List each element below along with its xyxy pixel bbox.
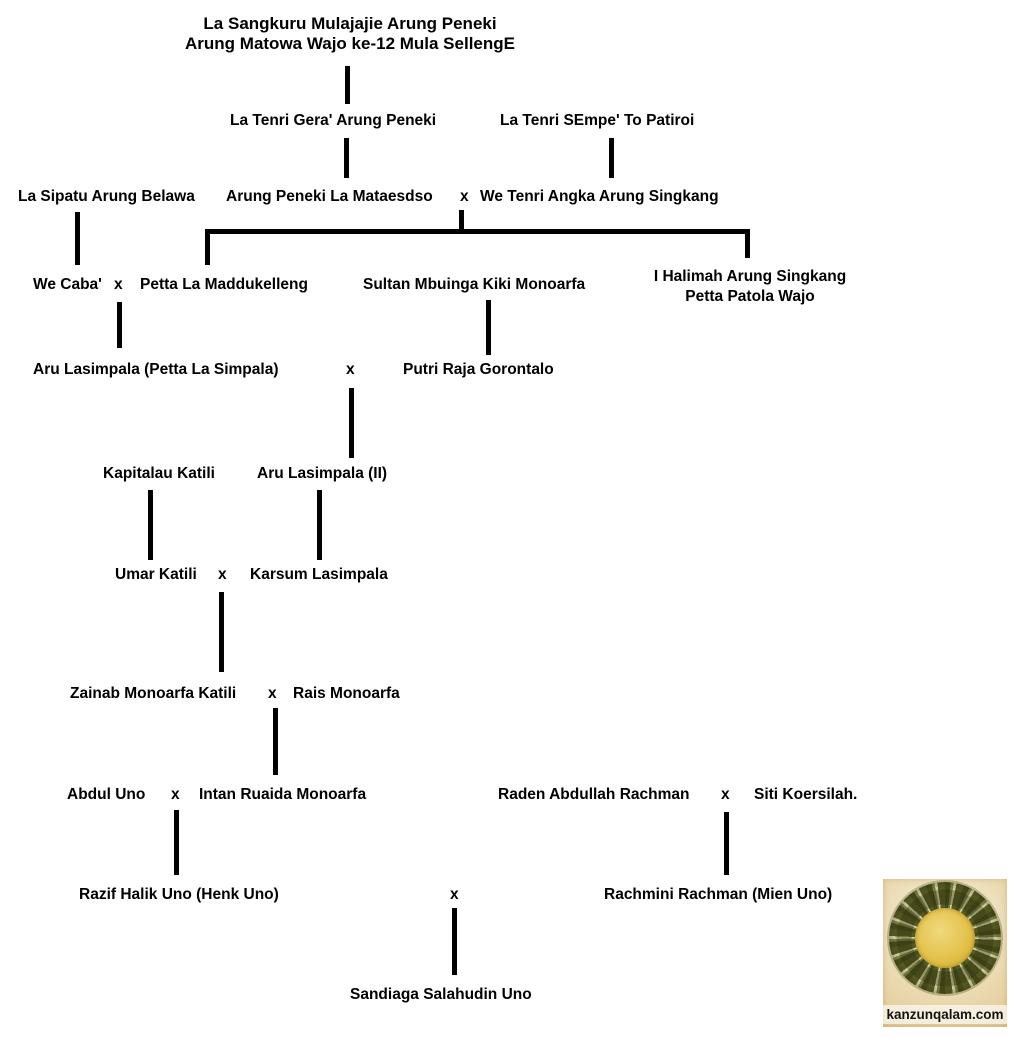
mandala-ornament-icon (889, 882, 1001, 994)
line-gen1-to-gen2 (345, 66, 350, 104)
marriage-x-wecaba-maddukelleng: x (114, 276, 123, 293)
node-petta-la-maddukelleng: Petta La Maddukelleng (140, 276, 308, 293)
marriage-x-peneki-wetenri: x (460, 188, 469, 205)
sibling-bracket-bar (205, 229, 750, 234)
node-raden-abdullah: Raden Abdullah Rachman (498, 786, 690, 803)
node-aru-lasimpala-1: Aru Lasimpala (Petta La Simpala) (33, 361, 279, 378)
node-putri-raja-gorontalo: Putri Raja Gorontalo (403, 361, 554, 378)
line-wecaba-to-aru (117, 302, 122, 348)
node-aru-lasimpala-2: Aru Lasimpala (II) (257, 465, 388, 482)
node-razif-halik-uno: Razif Halik Uno (Henk Uno) (79, 886, 279, 903)
logo-site-text: kanzunqalam.com (883, 1005, 1007, 1024)
node-zainab-monoarfa: Zainab Monoarfa Katili (70, 685, 237, 702)
line-sultan-to-putri (486, 300, 491, 355)
node-we-tenri-angka: We Tenri Angka Arung Singkang (480, 188, 719, 205)
line-sempe-to-wetenri (609, 138, 614, 178)
marriage-x-zainab-rais: x (268, 685, 277, 702)
node-rais-monoarfa: Rais Monoarfa (293, 685, 400, 702)
node-i-halimah (654, 267, 846, 307)
marriage-x-umar-karsum: x (218, 566, 227, 583)
marriage-x-aru-putri: x (346, 361, 355, 378)
line-zainab-rais-to-intan (273, 708, 278, 775)
node-la-sipatu: La Sipatu Arung Belawa (18, 188, 195, 205)
node-siti-koersilah: Siti Koersilah. (754, 786, 858, 803)
node-we-caba: We Caba' (33, 276, 102, 293)
node-rachmini-rachman: Rachmini Rachman (Mien Uno) (604, 886, 833, 903)
bracket-drop-right (745, 229, 750, 258)
line-aru2-to-karsum (317, 490, 322, 560)
line-kapitalau-to-umar (148, 490, 153, 560)
node-abdul-uno: Abdul Uno (67, 786, 146, 803)
node-la-sangkuru (185, 14, 515, 54)
node-la-tenri-gera: La Tenri Gera' Arung Peneki (230, 112, 437, 129)
node-sandiaga-uno: Sandiaga Salahudin Uno (350, 986, 532, 1003)
node-i-halimah-line1: I Halimah Arung Singkang (653, 268, 847, 285)
node-i-halimah-line2: Petta Patola Wajo (685, 288, 815, 305)
line-raden-to-rachmini (724, 812, 729, 875)
line-abdul-to-razif (174, 810, 179, 875)
marriage-x-abdul-intan: x (171, 786, 180, 803)
node-la-sangkuru-line2: Arung Matowa Wajo ke-12 Mula SellengE (185, 34, 515, 53)
line-sipatu-to-wecaba (75, 212, 80, 265)
line-aru-putri-to-children (349, 388, 354, 458)
line-gera-to-peneki (344, 138, 349, 178)
line-razif-rachmini-to-sandiaga (452, 908, 457, 975)
kanzunqalam-logo (883, 879, 1007, 1027)
node-umar-katili: Umar Katili (115, 566, 197, 583)
node-karsum-lasimpala: Karsum Lasimpala (250, 566, 388, 583)
line-umar-karsum-to-zainab (219, 592, 224, 672)
marriage-x-raden-siti: x (721, 786, 730, 803)
node-intan-ruaida: Intan Ruaida Monoarfa (199, 786, 367, 803)
node-la-sangkuru-line1: La Sangkuru Mulajajie Arung Peneki (203, 14, 497, 33)
mandala-center-icon (915, 908, 975, 968)
node-arung-peneki-mataesdso: Arung Peneki La Mataesdso (226, 188, 433, 205)
node-la-tenri-sempe: La Tenri SEmpe' To Patiroi (500, 112, 695, 129)
node-sultan-mbuinga: Sultan Mbuinga Kiki Monoarfa (363, 276, 586, 293)
bracket-drop-left (205, 229, 210, 265)
marriage-x-razif-rachmini: x (450, 886, 459, 903)
node-kapitalau-katili: Kapitalau Katili (103, 465, 215, 482)
